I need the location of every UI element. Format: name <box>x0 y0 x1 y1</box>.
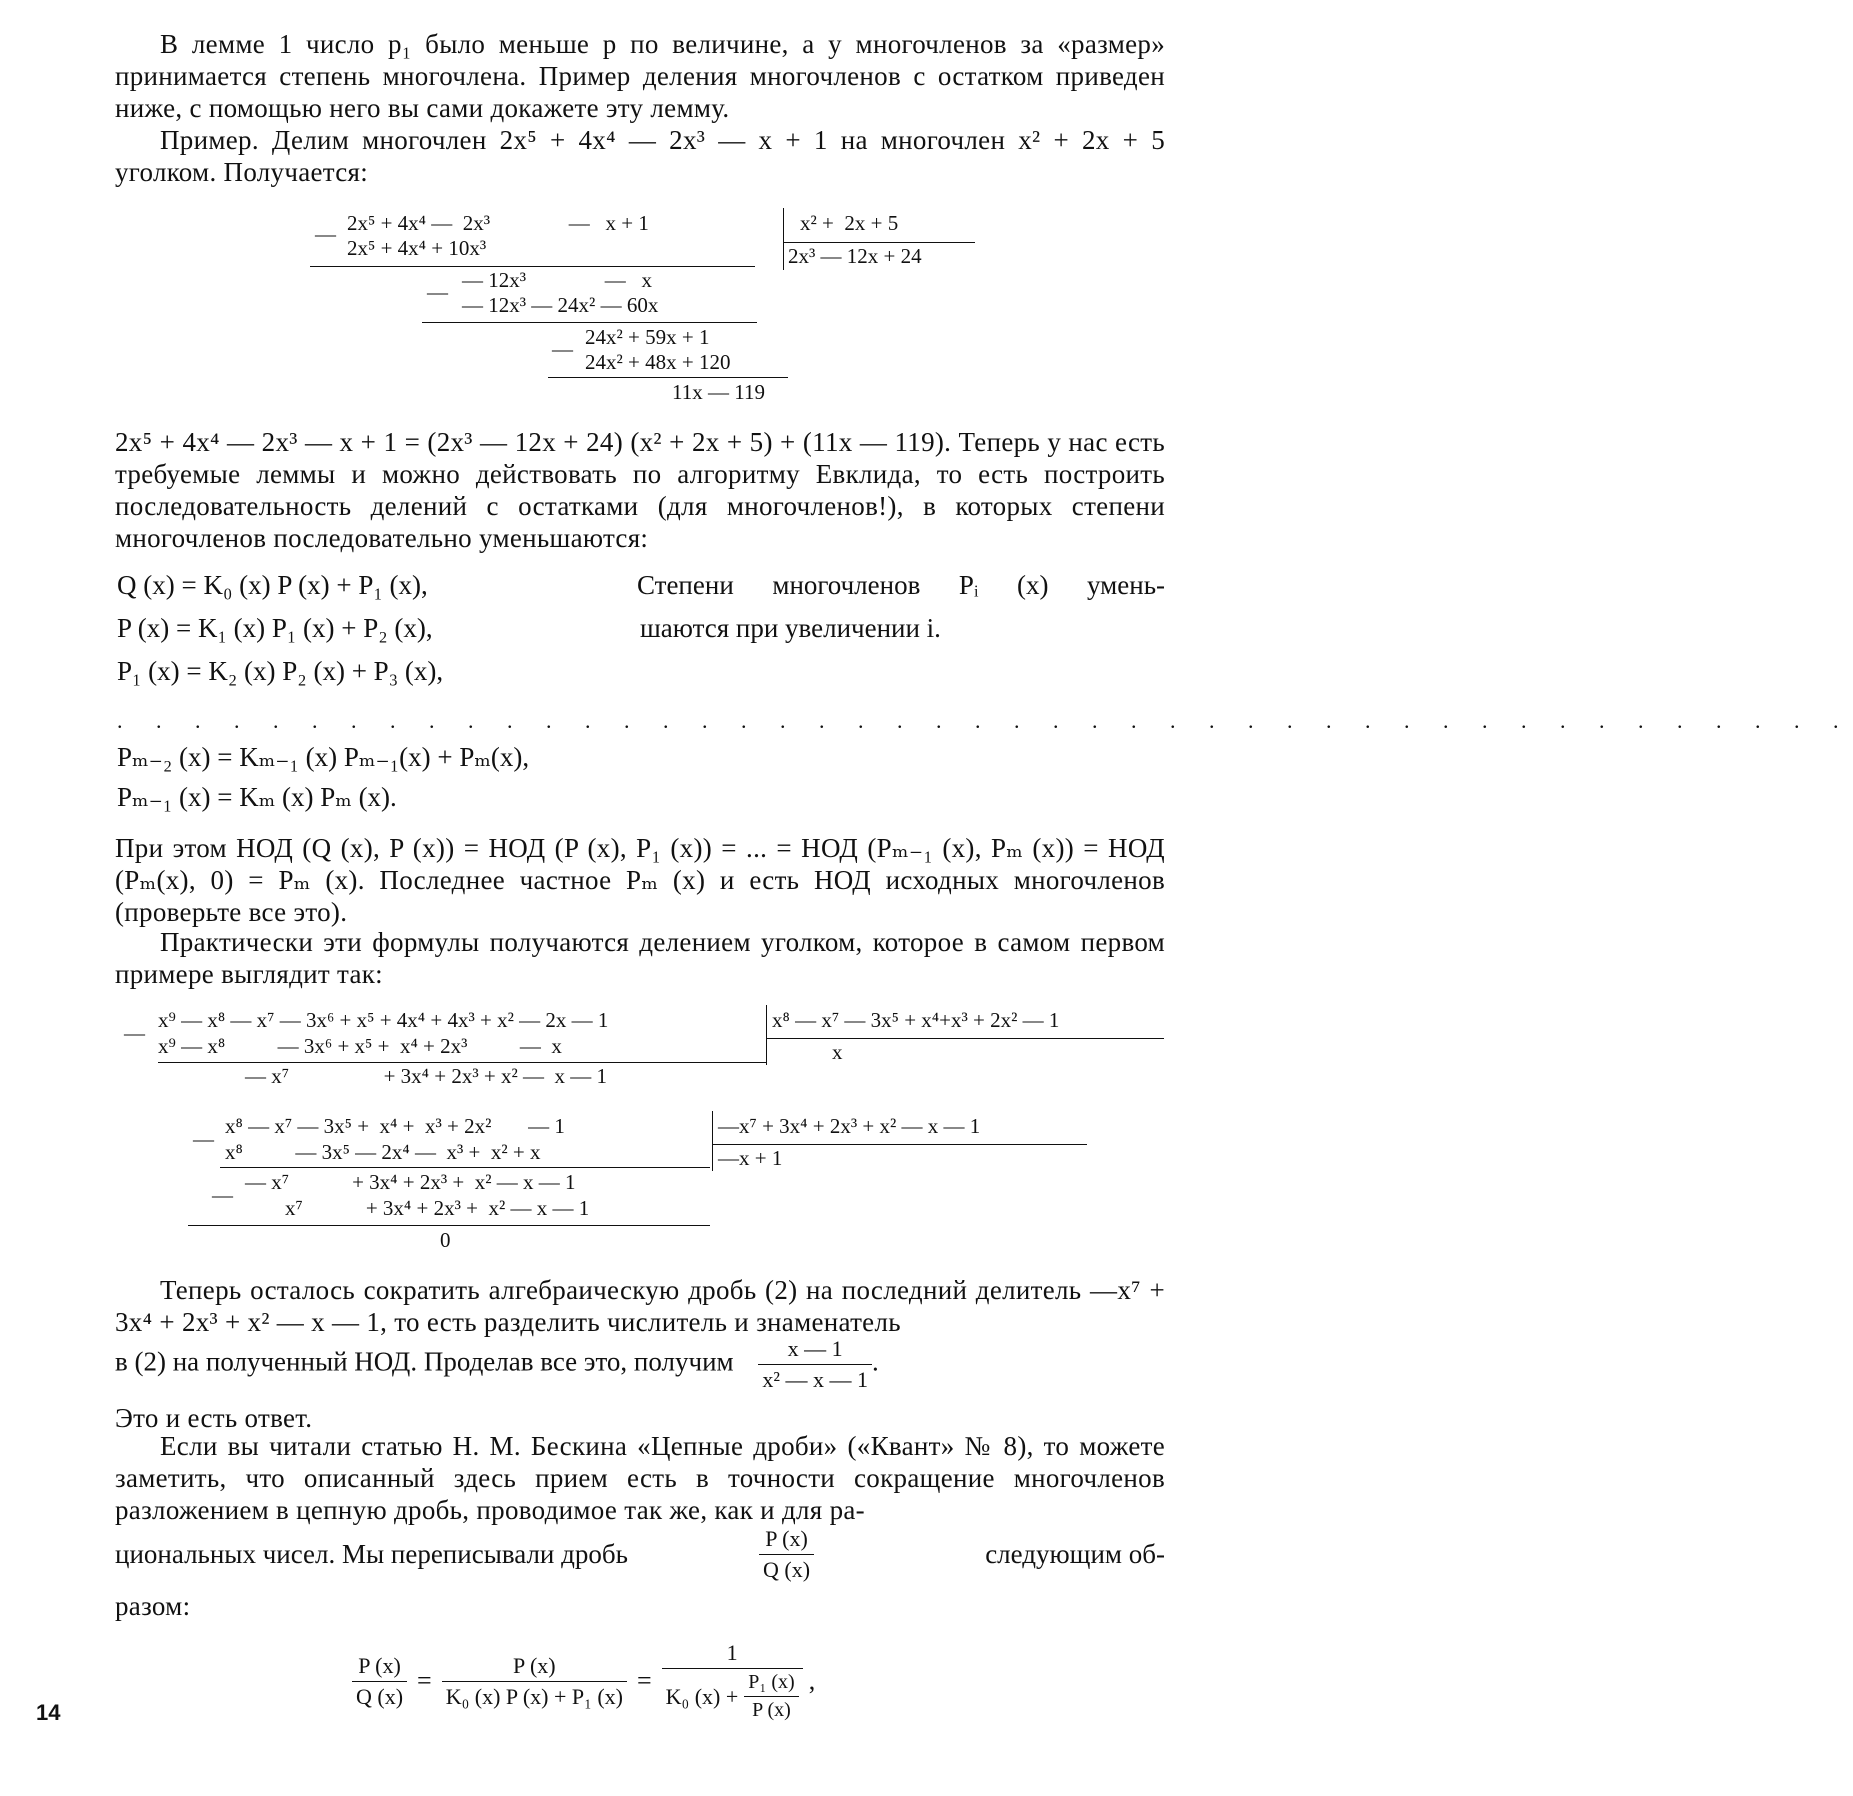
answer-denominator: x² — x — 1 <box>762 1367 868 1392</box>
pq-numerator: P (x) <box>759 1526 814 1555</box>
answer-text: в (2) на полученный НОД. Проделав все это, получим <box>115 1346 734 1377</box>
euclid-note: Степени многочленов Pᵢ (x) умень- <box>637 570 1165 600</box>
division1-divisor: x² + 2x + 5 <box>800 211 899 235</box>
division2-line: x⁹ — x⁸ — x⁷ — 3x⁶ + x⁵ + 4x⁴ + 4x³ + x² — 2x — 1 <box>158 1008 609 1032</box>
division1-rule <box>310 266 755 267</box>
euclid-eq: P₁ (x) = K₂ (x) P₂ (x) + P₃ (x), <box>117 656 444 686</box>
division2-divisor: x⁸ — x⁷ — 3x⁵ + x⁴+x³ + 2x² — 1 <box>772 1008 1060 1032</box>
fraction-line <box>115 1526 1165 1583</box>
division1-minus: — <box>427 280 448 304</box>
answer-fraction <box>758 1336 872 1393</box>
division1-quotient: 2x³ — 12x + 24 <box>788 244 922 268</box>
division2-rule <box>158 1062 766 1063</box>
final-f2-numerator: P (x) <box>442 1653 627 1682</box>
division3-minus: — <box>193 1127 214 1151</box>
division1-line: 24x² + 59x + 1 <box>585 325 710 349</box>
paragraph-reduce: Теперь осталось сократить алгебраическую дробь (2) на последний делитель —x⁷ + 3x⁴ + 2x³ + x² — x — 1, то есть разделить числитель и знаменатель <box>115 1275 1165 1337</box>
final-f1-denominator: Q (x) <box>356 1683 404 1709</box>
pq-fraction <box>759 1526 814 1583</box>
equals-sign: = <box>417 1666 432 1695</box>
final-inner-denominator: P (x) <box>752 1699 791 1721</box>
paragraph-continued-fraction: Если вы читали статью Н. М. Бескина «Цепные дроби» («Квант» № 8), то можете заметить, что описанный здесь прием есть в точности сокращение многочленов разложением в цепную дробь, проводимое так же, как и для ра- <box>115 1431 1165 1525</box>
paragraph-manner: разом: <box>115 1591 191 1621</box>
fraction-line-tail: следующим об- <box>985 1539 1165 1569</box>
division1-bracket <box>783 208 784 270</box>
division2-rule <box>766 1038 1164 1039</box>
answer-line <box>115 1336 879 1393</box>
division3-divisor: —x⁷ + 3x⁴ + 2x³ + x² — x — 1 <box>718 1114 981 1138</box>
ellipsis-row: . . . . . . . . . . . . . . . . . . . . . . . . . . . . . . . . . . . . . . . . . . . . . <box>117 708 1853 733</box>
division3-line: 0 <box>440 1228 451 1252</box>
final-equation <box>352 1640 815 1722</box>
division3-line: — x⁷ + 3x⁴ + 2x³ + x² — x — 1 <box>245 1170 576 1194</box>
euclid-note: шаются при увеличении i. <box>640 613 941 643</box>
division1-line: 2x⁵ + 4x⁴ — 2x³ — x + 1 <box>347 211 649 235</box>
division1-rule <box>783 242 975 243</box>
division1-rule <box>422 322 757 323</box>
final-fraction-3 <box>662 1640 803 1722</box>
comma: , <box>808 1666 816 1695</box>
division3-line: x⁸ — x⁷ — 3x⁵ + x⁴ + x³ + 2x² — 1 <box>225 1114 565 1138</box>
division1-minus: — <box>552 337 573 361</box>
division2-bracket <box>766 1005 767 1065</box>
division3-quotient: —x + 1 <box>718 1146 783 1170</box>
division1-line: — 12x³ — 24x² — 60x <box>462 293 659 317</box>
paragraph-lemma: В лемме 1 число p₁ было меньше p по величине, а у многочленов за «размер» принимается степень многочлена. Пример деления многочленов с остатком приведен ниже, с помощью него вы сами докажете эту лемму. <box>115 29 1165 123</box>
final-fraction-1 <box>352 1653 407 1710</box>
division3-rule <box>188 1225 710 1226</box>
equals-sign: = <box>636 1666 652 1695</box>
division2-minus: — <box>124 1021 145 1045</box>
answer-numerator: x — 1 <box>758 1336 872 1365</box>
paragraph-answer: Это и есть ответ. <box>115 1403 313 1433</box>
final-inner-numerator: P₁ (x) <box>744 1671 798 1697</box>
division1-line: 24x² + 48x + 120 <box>585 350 731 374</box>
division1-minus: — <box>315 222 336 246</box>
division1-line: — 12x³ — x <box>462 268 653 292</box>
page-number: 14 <box>36 1700 61 1725</box>
final-fraction-2 <box>442 1653 627 1710</box>
paragraph-practice: Практически эти формулы получаются делением уголком, которое в самом первом примере выглядит так: <box>115 927 1165 989</box>
division2-quotient: x <box>832 1040 843 1064</box>
division2-line: x⁹ — x⁸ — 3x⁶ + x⁵ + x⁴ + 2x³ — x <box>158 1034 562 1058</box>
final-f3-numerator: 1 <box>662 1640 803 1669</box>
division3-line: x⁸ — 3x⁵ — 2x⁴ — x³ + x² + x <box>225 1140 541 1164</box>
division1-rule <box>548 377 788 378</box>
paragraph-gcd: При этом НОД (Q (x), P (x)) = НОД (P (x), P₁ (x)) = ... = НОД (Pₘ₋₁ (x), Pₘ (x)) = НОД (Pₘ(x), 0) = Pₘ (x). Последнее частное Pₘ (x) и есть НОД исходных многочленов (проверьте все это). <box>115 833 1165 927</box>
paragraph-example: Пример. Делим многочлен 2x⁵ + 4x⁴ — 2x³ — x + 1 на многочлен x² + 2x + 5 уголком. Получается: <box>115 125 1165 187</box>
euclid-eq: P (x) = K₁ (x) P₁ (x) + P₂ (x), <box>117 613 433 643</box>
answer-period: . <box>871 1346 879 1377</box>
euclid-eq: Pₘ₋₂ (x) = Kₘ₋₁ (x) Pₘ₋₁(x) + Pₘ(x), <box>117 742 530 772</box>
division3-bracket <box>712 1111 713 1171</box>
paragraph-euclid: 2x⁵ + 4x⁴ — 2x³ — x + 1 = (2x³ — 12x + 24) (x² + 2x + 5) + (11x — 119). Теперь у нас есть требуемые леммы и можно действовать по алгоритму Евклида, то есть построить последовательность делений с остатками (для многочленов!), в которых степени многочленов последовательно уменьшаются: <box>115 427 1165 553</box>
euclid-eq: Pₘ₋₁ (x) = Kₘ (x) Pₘ (x). <box>117 782 397 812</box>
final-f1-numerator: P (x) <box>352 1653 407 1682</box>
division3-minus: — <box>212 1183 233 1207</box>
division1-line: 11x — 119 <box>672 380 765 404</box>
final-f2-denominator: K₀ (x) P (x) + P₁ (x) <box>445 1683 623 1709</box>
division2-line: — x⁷ + 3x⁴ + 2x³ + x² — x — 1 <box>245 1064 608 1088</box>
division3-rule <box>712 1144 1087 1145</box>
division1-line: 2x⁵ + 4x⁴ + 10x³ <box>347 236 487 260</box>
euclid-eq: Q (x) = K₀ (x) P (x) + P₁ (x), <box>117 570 428 600</box>
division3-rule <box>220 1167 710 1168</box>
division3-line: x⁷ + 3x⁴ + 2x³ + x² — x — 1 <box>285 1196 590 1220</box>
pq-denominator: Q (x) <box>763 1557 811 1582</box>
final-inner-fraction <box>744 1671 798 1722</box>
final-f3-denominator <box>662 1669 803 1722</box>
final-f3-den-left: K₀ (x) + <box>665 1683 739 1709</box>
fraction-line-text: циональных чисел. Мы переписывали дробь <box>115 1539 628 1569</box>
